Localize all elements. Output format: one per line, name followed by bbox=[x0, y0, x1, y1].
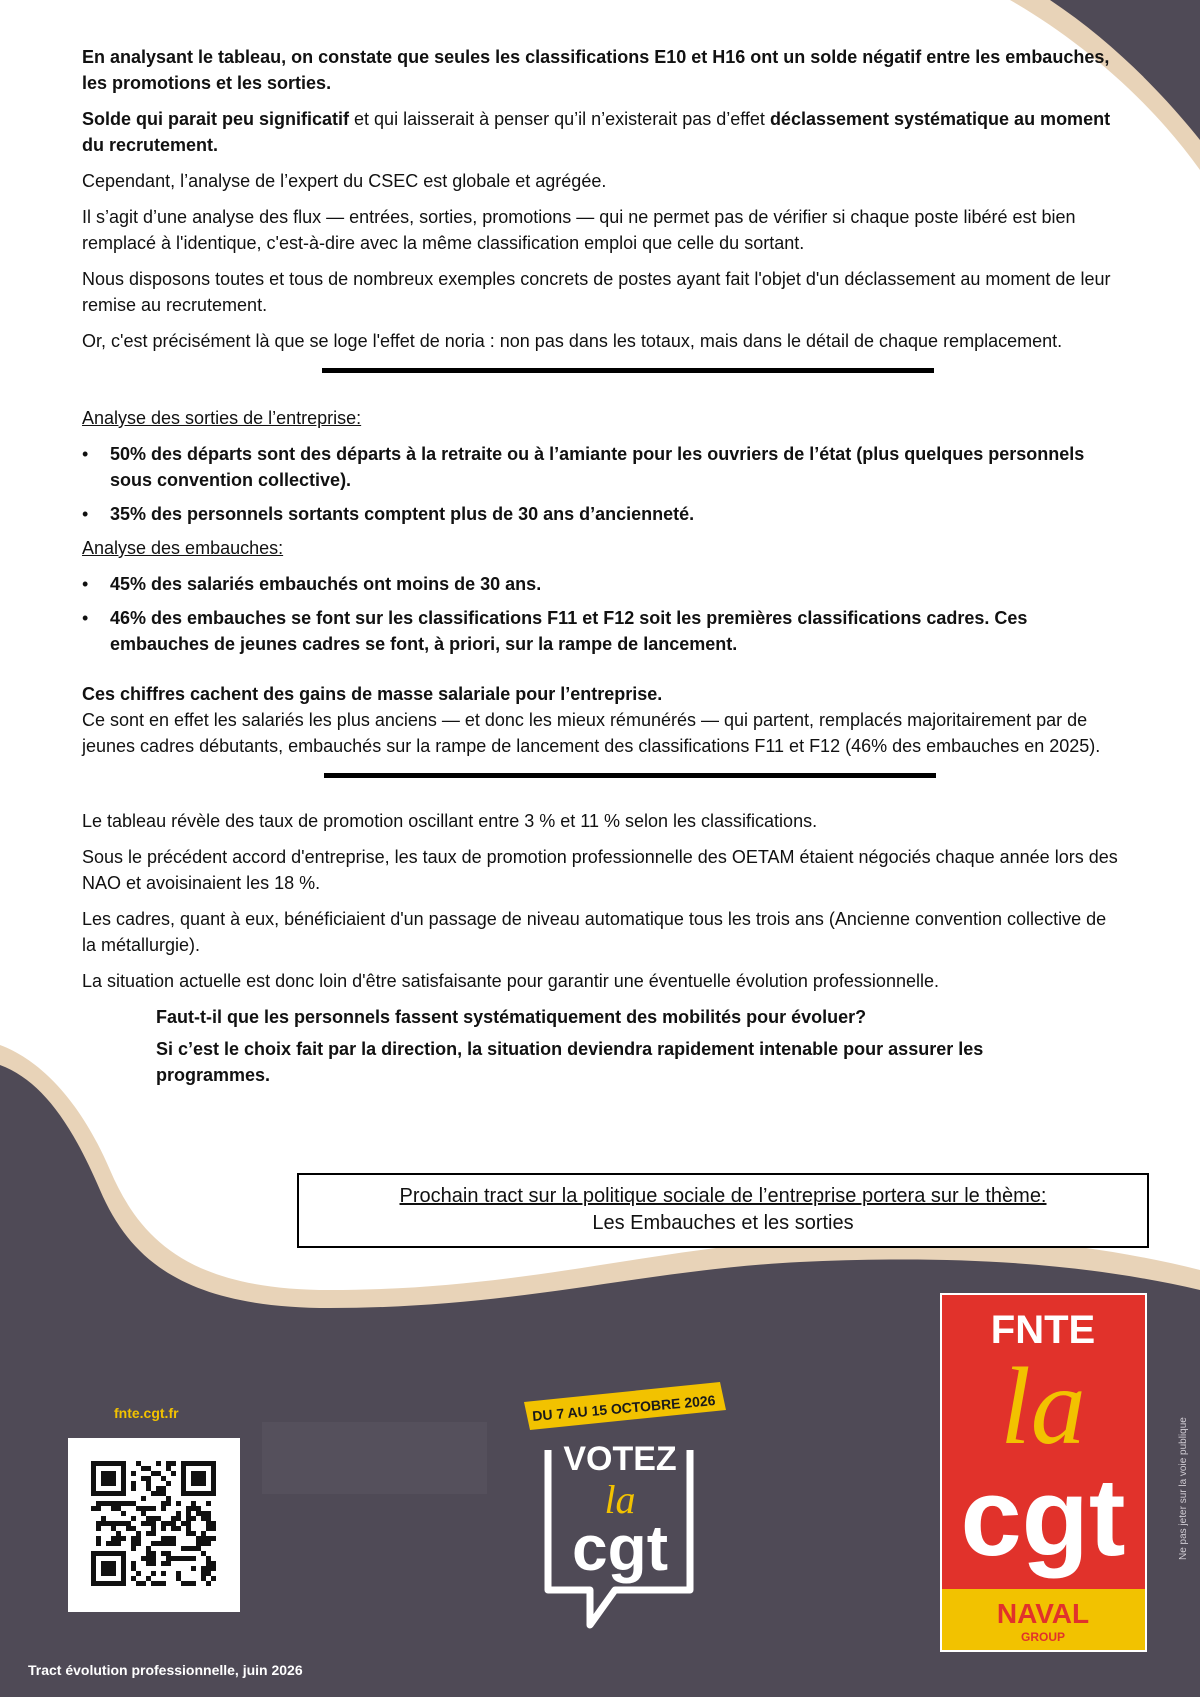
vote-word2: la bbox=[604, 1477, 636, 1522]
list-item-text: 45% des salariés embauchés ont moins de 30 ans. bbox=[110, 574, 542, 594]
side-notice: Ne pas jeter sur la voie publique bbox=[1178, 1417, 1189, 1560]
bullet: • bbox=[82, 608, 89, 628]
gains-heading: Ces chiffres cachent des gains de masse salariale pour l’entreprise. bbox=[82, 684, 663, 704]
vote-word3: cgt bbox=[572, 1512, 668, 1584]
intro-paragraph bbox=[82, 328, 1122, 354]
sorties-heading: Analyse des sorties de l’entreprise: bbox=[82, 408, 362, 428]
vote-dates: DU 7 AU 15 OCTOBRE 2026 bbox=[531, 1392, 716, 1424]
gains-text: Ce sont en effet les salariés les plus anciens — et donc les mieux rémunérés — qui partent, remplacés majoritairement par de jeunes cadres débutants, embauchés sur la rampe de lancement des classifications F11 et F12 (46% des embauches en 2025). bbox=[82, 710, 1101, 756]
promotion-paragraph: Les cadres, quant à eux, bénéficiaient d'un passage de niveau automatique tous les trois ans (Ancienne convention collective de la métallurgie). bbox=[82, 909, 1107, 955]
fnte-cgt-logo bbox=[940, 1293, 1147, 1652]
logo-script-la: la bbox=[1000, 1345, 1086, 1467]
text: Cependant, l’analyse de l’expert du CSEC est globale et agrégée. bbox=[82, 171, 607, 191]
embauches-heading: Analyse des embauches: bbox=[82, 538, 284, 558]
logo-cgt: cgt bbox=[960, 1456, 1126, 1579]
blank-panel bbox=[262, 1422, 487, 1494]
intro-paragraph bbox=[82, 168, 1122, 194]
main-content bbox=[82, 44, 1122, 1098]
logo-naval: NAVAL bbox=[996, 1598, 1090, 1629]
next-tract-box bbox=[297, 1173, 1149, 1248]
text: Nous disposons toutes et tous de nombreux exemples concrets de postes ayant fait l'objet d'un déclassement au moment de leur remise au recrutement. bbox=[82, 269, 1111, 315]
intro-paragraph bbox=[82, 266, 1122, 318]
text: Il s’agit d’une analyse des flux — entrées, sorties, promotions — qui ne permet pas de vérifier si chaque poste libéré est bien remplacé à l'identique, c'est-à-dire avec la même classification emploi que celle du sortant. bbox=[82, 207, 1076, 253]
logo-fnte: FNTE bbox=[990, 1308, 1096, 1352]
bold-text: déclassement systématique au moment du recrutement. bbox=[82, 109, 1111, 155]
text: Or, c'est précisément là que se loge l'effet de noria : non pas dans les totaux, mais dans le détail de chaque remplacement. bbox=[82, 331, 1063, 351]
list-item-text: 46% des embauches se font sur les classifications F11 et F12 soit les premières classifications cadres. Ces embauches de jeunes cadres se font, à priori, sur la rampe de lancement. bbox=[110, 608, 1028, 654]
intro-paragraph bbox=[82, 44, 1122, 96]
bullet: • bbox=[82, 574, 89, 594]
bold-text: Solde qui parait peu significatif bbox=[82, 109, 350, 129]
vote-cgt-badge bbox=[520, 1380, 730, 1640]
list-item-text: 50% des départs sont des départs à la retraite ou à l’amiante pour les ouvriers de l’état (plus quelques personnels sous convention collective). bbox=[110, 444, 1085, 490]
list-item-text: 35% des personnels sortants comptent plus de 30 ans d’ancienneté. bbox=[110, 504, 695, 524]
intro-paragraph bbox=[82, 106, 1122, 158]
sorties-list bbox=[82, 441, 1122, 527]
text: et qui laisserait à penser qu’il n’existerait pas d’effet bbox=[349, 109, 770, 129]
list-item bbox=[82, 605, 1122, 657]
question-paragraph: Si c’est le choix fait par la direction, la situation deviendra rapidement intenable pour assurer les programmes. bbox=[156, 1039, 984, 1085]
logo-group: GROUP bbox=[1020, 1630, 1066, 1644]
next-tract-line1: Prochain tract sur la politique sociale de l’entreprise portera sur le thème: bbox=[399, 1185, 1047, 1207]
qr-code[interactable] bbox=[68, 1438, 240, 1612]
bullet: • bbox=[82, 444, 89, 464]
intro-paragraphs bbox=[82, 44, 1122, 354]
promotion-paragraph: Sous le précédent accord d'entreprise, les taux de promotion professionnelle des OETAM étaient négociés chaque année lors des NAO et avoisinaient les 18 %. bbox=[82, 847, 1118, 893]
bullet: • bbox=[82, 504, 89, 524]
website-link[interactable]: fnte.cgt.fr bbox=[114, 1405, 179, 1421]
list-item bbox=[82, 501, 1122, 527]
bold-text: En analysant le tableau, on constate que seules les classifications E10 et H16 ont un solde négatif entre les embauches, les promotions et les sorties. bbox=[82, 47, 1110, 93]
promotion-paragraph: La situation actuelle est donc loin d'être satisfaisante pour garantir une éventuelle évolution professionnelle. bbox=[82, 971, 939, 991]
qr-code-icon bbox=[68, 1438, 240, 1612]
intro-paragraph bbox=[82, 204, 1122, 256]
question-paragraph: Faut-t-il que les personnels fassent systématiquement des mobilités pour évoluer? bbox=[156, 1007, 867, 1027]
list-item bbox=[82, 441, 1122, 493]
embauches-list bbox=[82, 571, 1122, 657]
list-item bbox=[82, 571, 1122, 597]
promotion-paragraph: Le tableau révèle des taux de promotion oscillant entre 3 % et 11 % selon les classifications. bbox=[82, 811, 818, 831]
footer-caption: Tract évolution professionnelle, juin 2026 bbox=[28, 1662, 303, 1678]
vote-word1: VOTEZ bbox=[563, 1440, 677, 1478]
next-tract-line2: Les Embauches et les sorties bbox=[592, 1212, 854, 1234]
